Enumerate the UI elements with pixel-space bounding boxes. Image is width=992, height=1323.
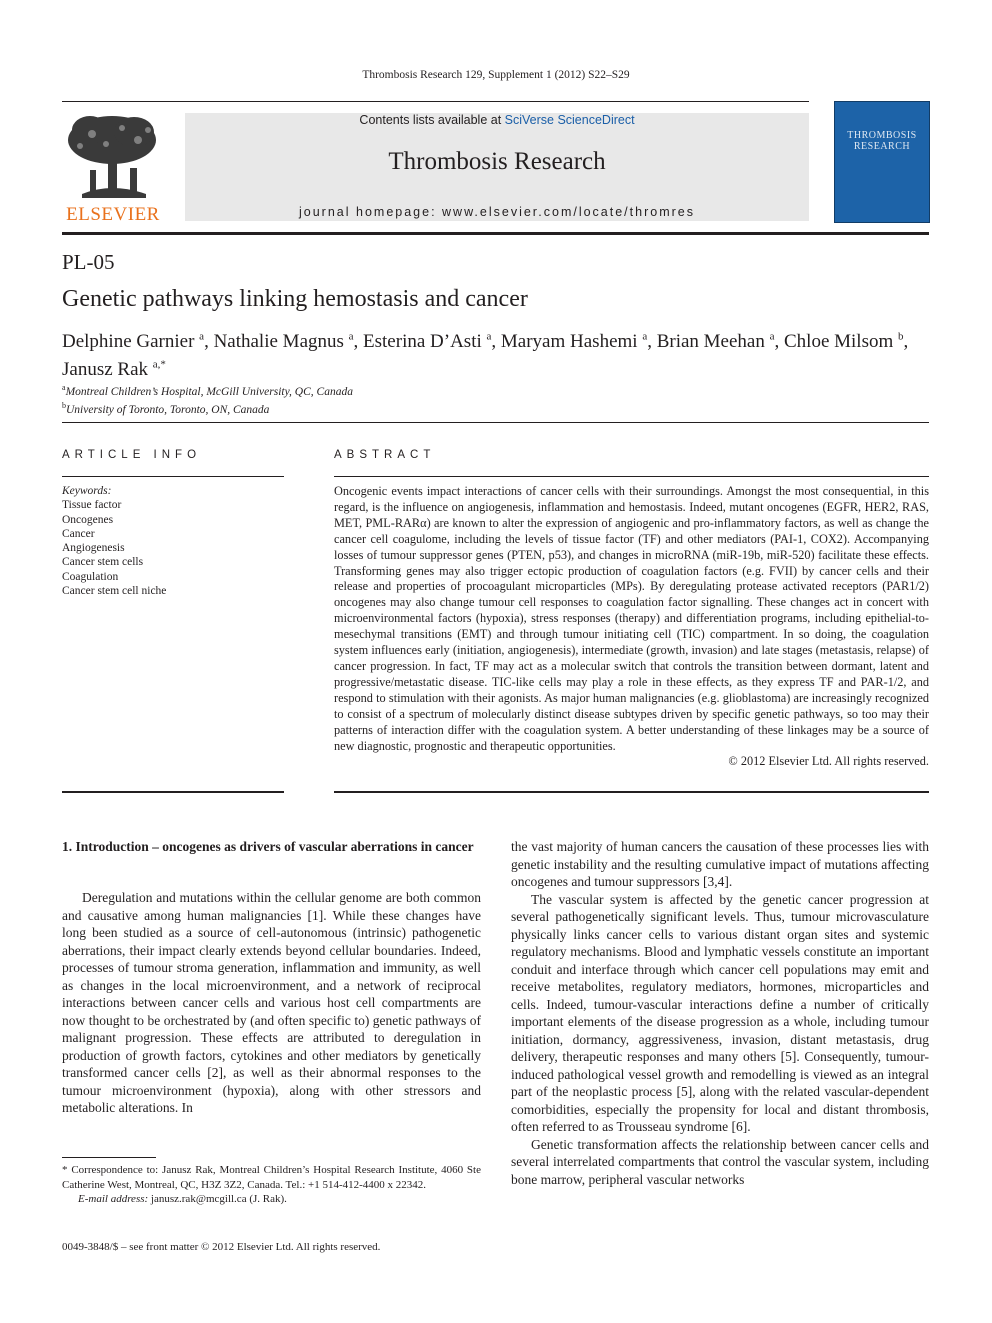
keyword: Cancer [62, 527, 95, 540]
journal-cover [834, 101, 930, 223]
body-column-left [62, 889, 481, 1117]
journal-citation: Thrombosis Research 129, Supplement 1 (2012) S22–S29 [362, 69, 630, 81]
keyword: Oncogenes [62, 513, 114, 526]
article-id: PL-05 [62, 250, 115, 274]
keyword: Coagulation [62, 570, 119, 583]
contents-availability [185, 113, 809, 127]
elsevier-logo [62, 110, 164, 228]
footnote-rule [62, 1157, 156, 1158]
abstract-body [334, 484, 929, 770]
author: Esterina D’Asti $^a$, [363, 331, 501, 353]
keyword: Cancer stem cell niche [62, 585, 167, 598]
affiliations [62, 381, 353, 417]
affiliation: $^b$University of Toronto, Toronto, ON, Canada [62, 400, 270, 416]
author: Nathalie Magnus $^a$, [213, 331, 364, 353]
email-line: E-mail address: janusz.rak@mcgill.ca (J. Rak). [78, 1193, 287, 1205]
masthead-rule [62, 232, 929, 235]
email-address[interactable]: janusz.rak@mcgill.ca (J. Rak). [148, 1193, 287, 1205]
body-paragraph: The vascular system is affected by the genetic cancer progression at several pathogenetically significant levels. Thus, tumour microvasculature physically links cancer cells to various distant organ sites and systemic regulatory mechanisms. Blood and lymphatic vessels constitute an important conduit and interface through which cancer cell populations may emit and receive metabolites, regulatory mediators, hormones, microparticles and cells. Indeed, tumour-vascular interactions define a number of critically important elements of the disease progression as a whole, including tumour initiation, dormancy, aggressiveness, invasion, distant metastasis, drug delivery, therapeutic responses and many others [5]. Consequently, tumour-induced pathological vessel growth and remodelling is viewed as an integral part of the neoplastic process [5], along with the related vascular-dependent comorbidities, especially the propensity for local and distant thrombosis, often referred to as Trousseau syndrome [6]. [511, 891, 929, 1134]
affiliation: $^a$Montreal Children’s Hospital, McGill University, QC, Canada [62, 383, 353, 398]
keywords-label: Keywords: [62, 485, 112, 497]
body-column-right [511, 838, 929, 1188]
elsevier-tree-icon [62, 110, 164, 202]
keywords-list [62, 484, 166, 598]
article-info-heading: ARTICLE INFO [62, 449, 202, 461]
article-title: Genetic pathways linking hemostasis and cancer [62, 286, 528, 312]
article-info-rule [62, 476, 284, 477]
body-paragraph: the vast majority of human cancers the causation of these processes lies with genetic instability and the resulting cumulative impact of mutations affecting oncogenes and tumour suppressors [3,4]. [511, 839, 929, 889]
cover-title: THROMBOSIS RESEARCH [847, 130, 917, 152]
elsevier-wordmark: ELSEVIER [66, 204, 160, 225]
body-paragraph: Genetic transformation affects the relationship between cancer cells and several interrelated compartments that control the vascular system, including bone marrow, peripheral vascular networks [511, 1136, 929, 1187]
abstract-bottom-rule [334, 791, 929, 793]
issn-line: 0049-3848/$ – see front matter © 2012 Elsevier Ltd. All rights reserved. [62, 1241, 381, 1253]
body-paragraph: Deregulation and mutations within the cellular genome are both common and causative among human malignancies [1]. While these changes have long been studied as a source of cell-autonomous (intrinsic) pathogenetic aberrations, their impact clearly extends beyond cellular boundaries. Indeed, processes of tumour stroma generation, inflammation and immunity, as well as changes in the local microenvironment, and a network of reciprocal interactions between cancer cells and various host cell compartments are now thought to be orchestrated by (and often specific to) genetic pathways of malignant progression. These effects are attributed to deregulation in production of growth factors, cytokines and other mediators by genetically transformed cancer cells [2], as well as their abnormal responses to the tumour microenvironment (hypoxia), along with other stressors and metabolic alterations. In [62, 890, 481, 1115]
abstract-rule [334, 476, 929, 477]
article-info-bottom-rule [62, 791, 284, 793]
author: Delphine Garnier $^a$, [62, 331, 214, 353]
author: Maryam Hashemi $^a$, [500, 331, 657, 353]
author-list [62, 326, 932, 381]
contents-prefix: Contents lists available at [359, 113, 505, 127]
keyword: Tissue factor [62, 499, 122, 512]
abstract-copyright: © 2012 Elsevier Ltd. All rights reserved. [728, 754, 929, 769]
abstract-heading: ABSTRACT [334, 449, 436, 461]
journal-title: Thrombosis Research [388, 148, 606, 175]
keyword: Cancer stem cells [62, 556, 144, 569]
author: Brian Meehan $^a$, [656, 331, 784, 353]
section-rule [62, 422, 929, 423]
correspondence-footnote [62, 1163, 481, 1207]
abstract-text: Oncogenic events impact interactions of cancer cells with their surroundings. Amongst the most consequential, in this regard, is the influence on angiogenesis, inflammation and hemostasis. Indeed, mutant oncogenes (EGFR, HER2, RAS, MET, PML-RARα) are known to alter the expression of angiogenic and pro-inflammatory factors, as well as change the cancer cell coagulome, including the levels of tissue factor (TF) and other mediators (PAI-1, COX2). Accompanying losses of tumour suppressor genes (PTEN, p53), and changes in microRNA (miR-19b, miR-520) facilitate these effects. Transforming genes may also trigger ectopic production of coagulation factors (e.g. FVII) by cancer cells and their release and properties of procoagulant microparticles (MPs). By deregulating protease activated receptors (PAR1/2) oncogenes may also change tumour cell responses to coagulation factor signalling. These changes act in concert with microenvironmental factors (hypoxia), stress responses (therapy) and differentiation programs, including epithelial-to-mesechymal transitions (EMT) and through tumour initiating cell (TIC) compartment. In so doing, the coagulation system influences early (initiation, angiogenesis), intermediate (growth, invasion) and late stages (metastasis, relapse) of cancer progression. In fact, TF may act as a molecular switch that controls the transition between dormant, latent and progressive/metastatic disease. TIC-like cells may play a role in these effects, as they express TF and PAR-1/2, and respond to stimulation with their agonists. As major human malignancies (e.g. glioblastoma) are increasingly recognized to consist of a spectrum of molecularly distinct disease subtypes driven by specific genetic pathways, so too may their patterns of interaction differ with the coagulation system. A better understanding of these linkages may be a source of new diagnostic, prognostic and therapeutic opportunities. [334, 484, 929, 753]
section-heading: 1. Introduction – oncogenes as drivers of vascular aberrations in cancer [62, 839, 474, 854]
sciencedirect-link[interactable]: SciVerse ScienceDirect [504, 113, 635, 127]
author: Chloe Milsom $^b$, [784, 331, 909, 353]
header-rule [62, 101, 809, 102]
keyword: Angiogenesis [62, 542, 125, 555]
author: Janusz Rak $^{a,*}$ [62, 358, 166, 380]
journal-homepage[interactable]: journal homepage: www.elsevier.com/locate/thromres [299, 205, 695, 219]
correspondence-text: * Correspondence to: Janusz Rak, Montreal Children’s Hospital Research Institute, 4060 Ste Catherine West, Montreal, QC, H3Z 3Z2, Canada. Tel.: +1 514-412-4400 x 22342. [62, 1164, 481, 1191]
